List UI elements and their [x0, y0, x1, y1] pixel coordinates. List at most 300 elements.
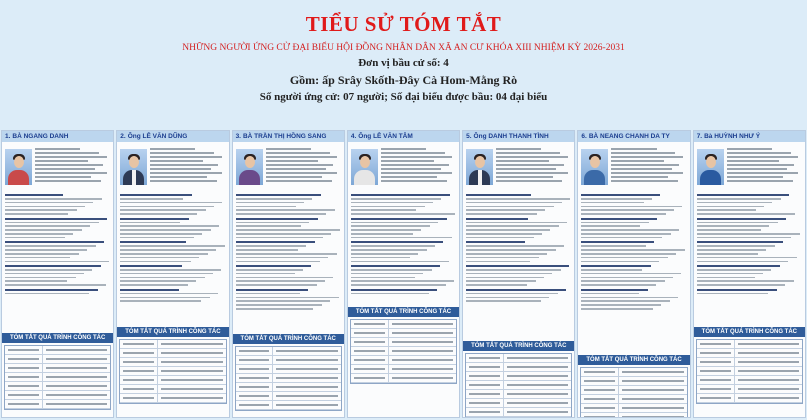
text-line [120, 218, 188, 220]
text-line [120, 229, 211, 231]
text-line [150, 156, 222, 158]
text-line [727, 168, 787, 170]
candidate-bio [466, 191, 571, 302]
text-line [697, 249, 766, 251]
text-line [120, 261, 191, 263]
text-line [236, 261, 320, 263]
candidate-number: 6. [581, 133, 587, 140]
text-line [351, 229, 422, 231]
text-line [120, 249, 216, 251]
work-process-title: TÓM TẮT QUÁ TRÌNH CÔNG TÁC [233, 334, 344, 344]
text-line [236, 245, 307, 247]
candidate-info [381, 146, 456, 182]
text-line [466, 213, 537, 215]
text-line [120, 300, 201, 302]
table-row [5, 400, 110, 409]
text-line [351, 284, 446, 286]
text-line [611, 168, 671, 170]
text-line [236, 233, 332, 235]
table-row [466, 390, 571, 399]
table-row [236, 392, 341, 401]
table-row [5, 364, 110, 373]
text-line [611, 156, 683, 158]
candidate-card [577, 130, 690, 418]
table-row [5, 373, 110, 382]
text-line [120, 198, 183, 200]
text-line [351, 237, 452, 239]
table-row [697, 394, 802, 403]
text-line [351, 265, 440, 267]
text-line [611, 164, 679, 166]
work-process-title: TÓM TẮT QUÁ TRÌNH CÔNG TÁC [348, 307, 459, 317]
candidate-heading [117, 131, 228, 142]
text-line [351, 273, 424, 275]
work-process-title: TÓM TẮT QUÁ TRÌNH CÔNG TÁC [117, 327, 228, 337]
candidate-heading [463, 131, 574, 142]
text-line [120, 213, 197, 215]
table-row [236, 401, 341, 410]
text-line [466, 253, 547, 255]
text-line [236, 304, 322, 306]
candidate-heading [694, 131, 805, 142]
text-line [5, 273, 84, 275]
text-line [120, 245, 224, 247]
text-line [351, 241, 444, 243]
text-line [236, 209, 335, 211]
text-line [697, 257, 797, 259]
text-line [381, 160, 434, 162]
text-line [351, 233, 413, 235]
candidate-number: 4. [350, 133, 357, 140]
text-line [466, 229, 550, 231]
text-line [236, 237, 323, 239]
text-line [236, 253, 337, 255]
candidate-number: 5. [466, 133, 472, 140]
text-line [351, 222, 438, 224]
text-line [697, 277, 755, 279]
text-line [381, 148, 426, 150]
candidate-info [496, 146, 571, 182]
table-row [697, 376, 802, 385]
text-line [697, 233, 800, 235]
text-line [5, 277, 76, 279]
candidate-name: BÀ NGANG DANH [12, 133, 69, 140]
text-line [697, 269, 772, 271]
text-line [496, 180, 562, 182]
text-line [120, 233, 202, 235]
text-line [35, 148, 80, 150]
text-line [150, 152, 214, 154]
text-line [697, 284, 785, 286]
text-line [727, 156, 799, 158]
text-line [266, 168, 326, 170]
text-line [266, 172, 338, 174]
text-line [581, 269, 642, 271]
text-line [581, 304, 661, 306]
text-line [120, 202, 222, 204]
text-line [496, 164, 564, 166]
text-line [351, 245, 435, 247]
candidate-photo [697, 149, 724, 185]
text-line [381, 156, 453, 158]
text-line [496, 148, 541, 150]
text-line [351, 206, 425, 208]
text-line [150, 160, 203, 162]
candidate-photo [120, 149, 147, 185]
text-line [266, 176, 322, 178]
text-line [5, 198, 102, 200]
table-row [581, 413, 686, 418]
text-line [351, 269, 432, 271]
electoral-unit: Đơn vị bầu cử số: 4 [358, 57, 449, 69]
text-line [581, 213, 665, 215]
text-line [120, 280, 196, 282]
text-line [5, 293, 89, 295]
text-line [611, 180, 677, 182]
text-line [697, 198, 781, 200]
table-row [236, 356, 341, 365]
table-row [236, 383, 341, 392]
text-line [236, 280, 325, 282]
candidate-heading [348, 131, 459, 142]
text-line [120, 222, 180, 224]
text-line [266, 148, 311, 150]
text-line [581, 277, 673, 279]
text-line [727, 160, 780, 162]
table-row [236, 365, 341, 374]
text-line [697, 218, 786, 220]
text-line [727, 180, 793, 182]
text-line [5, 206, 85, 208]
text-line [466, 198, 570, 200]
text-line [697, 293, 769, 295]
text-line [351, 209, 416, 211]
text-line [351, 289, 437, 291]
work-process-table [4, 345, 111, 410]
table-row [351, 329, 456, 338]
candidate-photo [351, 149, 378, 185]
text-line [351, 257, 410, 259]
table-row [351, 365, 456, 374]
text-line [120, 277, 204, 279]
text-line [120, 194, 192, 196]
text-line [150, 180, 216, 182]
text-line [581, 206, 682, 208]
text-line [611, 172, 683, 174]
text-line [5, 229, 82, 231]
text-line [697, 206, 764, 208]
table-row [120, 394, 225, 403]
text-line [496, 156, 568, 158]
text-line [466, 273, 552, 275]
candidate-grid [1, 130, 806, 418]
text-line [581, 297, 678, 299]
text-line [466, 237, 533, 239]
text-line [120, 241, 185, 243]
table-row [120, 340, 225, 349]
text-line [581, 218, 657, 220]
text-line [581, 222, 648, 224]
text-line [236, 308, 314, 310]
text-line [466, 265, 569, 267]
text-line [266, 164, 334, 166]
text-line [236, 249, 298, 251]
table-row [581, 386, 686, 395]
text-line [351, 280, 454, 282]
text-line [266, 152, 330, 154]
text-line [697, 202, 773, 204]
text-line [5, 257, 70, 259]
text-line [120, 297, 209, 299]
work-process-table [235, 346, 342, 411]
table-row [466, 381, 571, 390]
table-row [5, 355, 110, 364]
text-line [236, 222, 310, 224]
text-line [150, 172, 222, 174]
text-line [581, 198, 652, 200]
work-process-title: TÓM TẮT QUÁ TRÌNH CÔNG TÁC [463, 341, 574, 351]
table-row [351, 347, 456, 356]
text-line [466, 297, 549, 299]
text-line [381, 176, 437, 178]
text-line [496, 152, 560, 154]
text-line [120, 269, 221, 271]
text-line [351, 198, 442, 200]
text-line [35, 176, 91, 178]
text-line [611, 160, 664, 162]
text-line [236, 202, 304, 204]
candidate-bio [581, 191, 686, 310]
text-line [120, 289, 179, 291]
table-row [466, 399, 571, 408]
text-line [581, 209, 674, 211]
text-line [466, 280, 535, 282]
candidate-photo [236, 149, 263, 185]
text-line [351, 213, 455, 215]
text-line [496, 168, 556, 170]
text-line [581, 273, 681, 275]
text-line [35, 164, 103, 166]
text-line [236, 297, 339, 299]
text-line [381, 168, 441, 170]
text-line [697, 209, 756, 211]
document-header [0, 0, 807, 103]
text-line [5, 218, 107, 220]
text-line [236, 269, 303, 271]
text-line [35, 168, 95, 170]
text-line [351, 202, 433, 204]
text-line [266, 160, 319, 162]
text-line [581, 225, 640, 227]
table-row [120, 349, 225, 358]
candidate-bio [5, 191, 110, 294]
text-line [236, 229, 340, 231]
work-process-table [465, 353, 572, 418]
text-line [150, 176, 206, 178]
text-line [581, 194, 660, 196]
text-line [581, 261, 659, 263]
candidate-name: Ông LÊ VĂN DŨNG [127, 133, 188, 140]
text-line [466, 245, 564, 247]
text-line [581, 265, 650, 267]
text-line [5, 237, 65, 239]
text-line [120, 265, 182, 267]
candidate-name: Bà HUỲNH NHƯ Ý [704, 133, 761, 140]
text-line [727, 148, 772, 150]
text-line [697, 253, 758, 255]
text-line [697, 194, 790, 196]
text-line [351, 253, 418, 255]
text-line [466, 249, 555, 251]
text-line [120, 273, 213, 275]
text-line [466, 241, 525, 243]
text-line [5, 289, 98, 291]
text-line [697, 241, 783, 243]
page-title: TIỂU SỬ TÓM TẮT [305, 12, 502, 36]
candidate-card [116, 130, 229, 418]
electoral-area: Gồm: ấp Srây Skốth-Đây Cà Hom-Mằng Rò [289, 73, 518, 87]
text-line [5, 261, 109, 263]
text-line [466, 261, 530, 263]
text-line [5, 225, 90, 227]
candidate-heading [578, 131, 689, 142]
text-line [5, 241, 104, 243]
text-line [466, 284, 527, 286]
text-line [120, 237, 194, 239]
candidate-name: Ông DANH THANH TÌNH [473, 133, 549, 140]
text-line [381, 164, 449, 166]
table-row [697, 385, 802, 394]
candidate-heading [233, 131, 344, 142]
candidate-card [693, 130, 806, 418]
text-line [581, 241, 654, 243]
text-line [581, 245, 645, 247]
table-row [5, 382, 110, 391]
candidate-info [611, 146, 686, 182]
table-row [120, 376, 225, 385]
text-line [351, 277, 415, 279]
candidate-card [232, 130, 345, 418]
text-line [150, 148, 195, 150]
text-line [35, 172, 107, 174]
text-line [236, 273, 295, 275]
text-line [236, 257, 329, 259]
text-line [581, 300, 669, 302]
text-line [496, 176, 552, 178]
text-line [697, 261, 789, 263]
text-line [35, 152, 99, 154]
candidate-name: Ông LÊ VĂN TÂM [358, 133, 413, 140]
text-line [236, 300, 331, 302]
work-process-title: TÓM TẮT QUÁ TRÌNH CÔNG TÁC [694, 327, 805, 337]
text-line [697, 225, 770, 227]
text-line [697, 289, 777, 291]
text-line [697, 213, 795, 215]
text-line [120, 225, 219, 227]
text-line [35, 160, 88, 162]
text-line [611, 152, 675, 154]
table-row [466, 408, 571, 417]
text-line [266, 180, 332, 182]
candidate-number: 7. [696, 133, 703, 140]
text-line [466, 277, 544, 279]
table-row [236, 374, 341, 383]
text-line [236, 206, 296, 208]
candidate-photo [466, 149, 493, 185]
text-line [351, 293, 429, 295]
work-process-table [119, 339, 226, 404]
candidate-photo [581, 149, 608, 185]
text-line [466, 293, 558, 295]
text-line [581, 237, 662, 239]
text-line [5, 213, 68, 215]
text-line [236, 284, 317, 286]
text-line [697, 280, 794, 282]
candidate-name: BÀ NEANG CHANH DA TY [588, 133, 670, 140]
table-row [581, 404, 686, 413]
table-row [351, 338, 456, 347]
text-line [5, 249, 87, 251]
text-line [5, 209, 77, 211]
text-line [581, 293, 639, 295]
text-line [697, 222, 778, 224]
text-line [581, 202, 643, 204]
text-line [150, 168, 210, 170]
text-line [381, 152, 445, 154]
table-row [120, 367, 225, 376]
candidate-card [347, 130, 460, 418]
text-line [581, 257, 667, 259]
table-row [581, 368, 686, 377]
text-line [120, 253, 207, 255]
table-row [697, 340, 802, 349]
table-row [351, 356, 456, 365]
text-line [727, 152, 791, 154]
text-line [611, 148, 656, 150]
page-subtitle: NHỮNG NGƯỜI ỨNG CỬ ĐẠI BIỂU HỘI ĐỒNG NHÂN DÂN XÃ AN CƯ KHÓA XIII NHIỆM KỲ 2026-2031 [182, 43, 625, 53]
candidate-number: 2. [120, 133, 126, 140]
text-line [697, 265, 780, 267]
text-line [581, 253, 676, 255]
text-line [5, 253, 79, 255]
text-line [466, 300, 541, 302]
text-line [581, 233, 670, 235]
candidate-info [727, 146, 802, 182]
table-row [5, 391, 110, 400]
text-line [351, 194, 450, 196]
candidate-bio [236, 191, 341, 310]
candidate-card [1, 130, 114, 418]
text-line [120, 293, 218, 295]
table-row [236, 347, 341, 356]
text-line [466, 289, 566, 291]
text-line [120, 284, 187, 286]
candidate-card [462, 130, 575, 418]
candidate-heading [2, 131, 113, 142]
text-line [697, 245, 775, 247]
work-process-table [580, 367, 687, 418]
text-line [5, 265, 101, 267]
text-line [581, 308, 653, 310]
table-row [5, 346, 110, 355]
text-line [236, 289, 309, 291]
text-line [466, 257, 539, 259]
text-line [466, 233, 542, 235]
candidate-number: 1. [5, 133, 11, 140]
text-line [466, 269, 561, 271]
table-row [120, 358, 225, 367]
candidate-bio [120, 191, 225, 302]
